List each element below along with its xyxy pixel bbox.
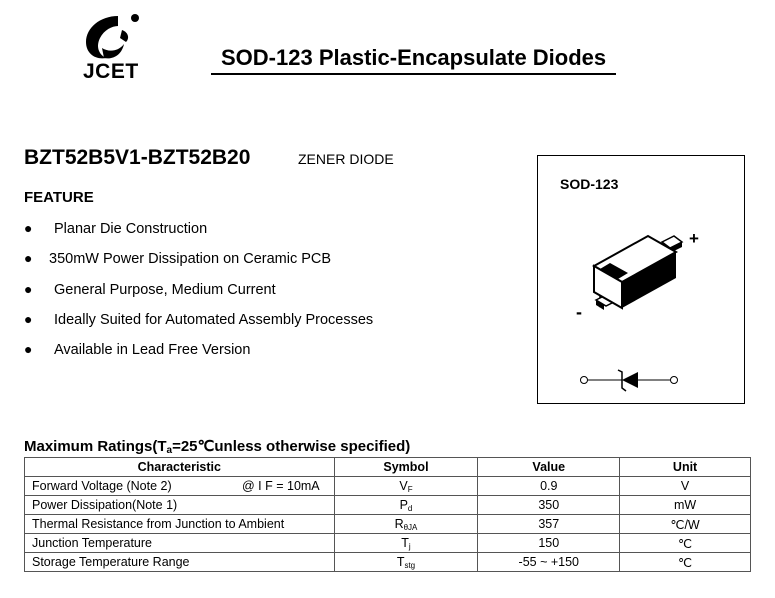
max-ratings-table [24, 457, 751, 572]
feature-item [24, 250, 331, 267]
symbol-cell: Tstg [334, 553, 478, 572]
table-row [25, 515, 751, 534]
feature-text: Ideally Suited for Automated Assembly Processes [54, 312, 374, 328]
table-header-row [25, 458, 751, 477]
value-cell: -55 ~ +150 [478, 553, 620, 572]
unit-cell: mW [620, 496, 751, 515]
table-row [25, 534, 751, 553]
condition-text: @ I F = 10mA [242, 479, 320, 493]
symbol-cell: Pd [334, 496, 478, 515]
unit-cell: V [620, 477, 751, 496]
feature-item [24, 281, 276, 298]
value-cell: 350 [478, 496, 620, 515]
feature-item [24, 311, 373, 328]
document-title: SOD-123 Plastic-Encapsulate Diodes [211, 45, 616, 75]
feature-text: General Purpose, Medium Current [54, 282, 276, 298]
characteristic-cell: Thermal Resistance from Junction to Ambient [25, 515, 335, 534]
bullet-icon: ● [24, 220, 33, 236]
part-number: BZT52B5V1-BZT52B20 [24, 146, 251, 169]
value-cell: 357 [478, 515, 620, 534]
table-row [25, 477, 751, 496]
feature-item [24, 341, 250, 358]
anode-plus-label: + [689, 229, 699, 248]
feature-text: Available in Lead Free Version [54, 342, 251, 358]
column-header: Symbol [334, 458, 478, 477]
column-header: Characteristic [25, 458, 335, 477]
zener-diode-symbol-icon [578, 366, 680, 394]
bullet-icon: ● [24, 281, 33, 297]
bullet-icon: ● [24, 250, 33, 266]
value-cell: 0.9 [478, 477, 620, 496]
characteristic-cell: Forward Voltage (Note 2) @ I F = 10mA [25, 477, 335, 496]
part-description: ZENER DIODE [298, 151, 394, 167]
symbol-cell: Tj [334, 534, 478, 553]
value-cell: 150 [478, 534, 620, 553]
unit-cell: ℃ [620, 534, 751, 553]
bullet-icon: ● [24, 341, 33, 357]
characteristic-cell: Power Dissipation(Note 1) [25, 496, 335, 515]
symbol-cell: RθJA [334, 515, 478, 534]
column-header: Unit [620, 458, 751, 477]
column-header: Value [478, 458, 620, 477]
bullet-icon: ● [24, 311, 33, 327]
table-row [25, 553, 751, 572]
logo-text: JCET [83, 60, 139, 83]
feature-text: 350mW Power Dissipation on Ceramic PCB [49, 251, 332, 267]
package-label: SOD-123 [560, 176, 619, 192]
characteristic-cell: Junction Temperature [25, 534, 335, 553]
symbol-cell: VF [334, 477, 478, 496]
ratings-heading: Maximum $Ratings(T_a=25℃unless$ otherwise specified) [24, 438, 411, 456]
unit-cell: ℃ [620, 553, 751, 572]
table-row [25, 496, 751, 515]
feature-item [24, 220, 207, 237]
feature-text: Planar Die Construction [54, 221, 208, 237]
feature-heading: FEATURE [24, 189, 94, 206]
cathode-minus-label: - [576, 302, 582, 322]
unit-cell: ℃/W [620, 515, 751, 534]
characteristic-cell: Storage Temperature Range [25, 553, 335, 572]
